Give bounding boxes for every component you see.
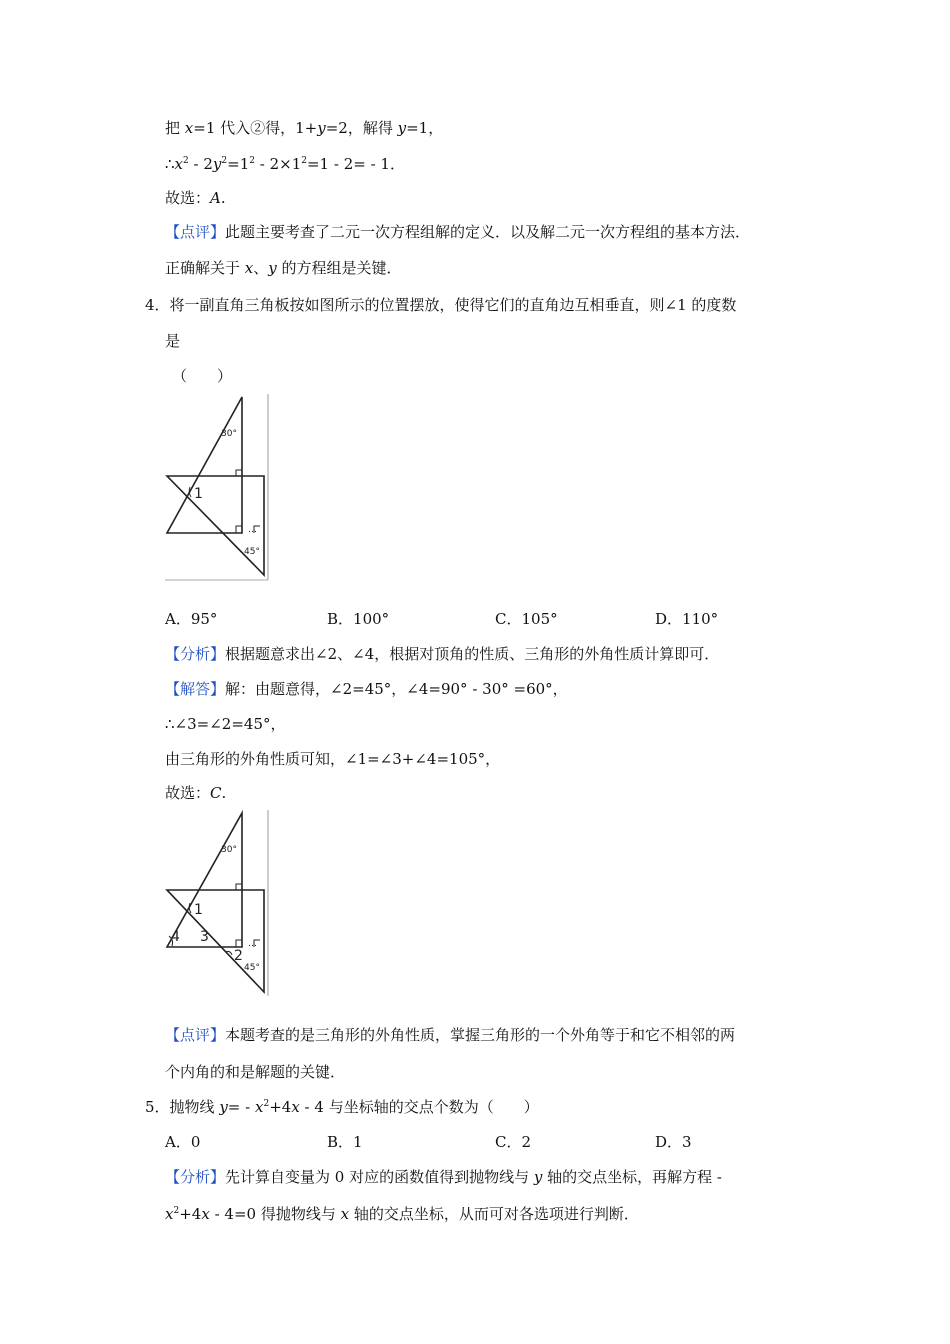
q5-option-d[interactable]: D．3 [655, 1133, 692, 1151]
q5-analysis-1: 【分析】先计算自变量为 0 对应的函数值得到抛物线与 y 轴的交点坐标，再解方程 - [165, 1168, 722, 1186]
q4-paren: （ ） [172, 367, 233, 385]
fig2-angle-2: 2 [234, 948, 243, 964]
fig2-angle-3: 3 [200, 929, 209, 945]
q5-stem: 5．抛物线 $y= - x^2+4x - 4$ 与坐标轴的交点个数为（ ） [145, 1098, 539, 1116]
q5-analysis-2: $x^2+4x - 4=0$ 得抛物线与 x 轴的交点坐标，从而可对各选项进行判断． [165, 1205, 639, 1223]
q4-stem-line-1: 4．将一副直角三角板按如图所示的位置摆放，使得它们的直角边互相垂直，则∠1 的度数 [145, 296, 737, 314]
q4-solution-3: 由三角形的外角性质可知，∠1=∠3+∠4=105°， [165, 750, 501, 768]
svg-text:…: … [248, 939, 257, 949]
q4-option-d[interactable]: D．110° [655, 610, 719, 628]
analysis-tag-2: 【分析】 [165, 1168, 226, 1186]
comment-tag: 【点评】 [165, 223, 226, 241]
fig2-angle-4: 4 [171, 929, 180, 945]
fig1-angle-1: 1 [194, 486, 203, 502]
q4-solution-4: 故选：C. [165, 784, 227, 802]
q5-option-a[interactable]: A．0 [165, 1133, 201, 1151]
text-line-substitute: 把 x=1 代入②得，1+y=2，解得 y=1， [165, 119, 444, 137]
q4-analysis: 【分析】根据题意求出∠2、∠4，根据对顶角的性质、三角形的外角性质计算即可． [165, 645, 720, 663]
text-line-answer: 故选：A. [165, 189, 226, 207]
comment-line-2: 正确解关于 x、y 的方程组是关键． [165, 259, 402, 277]
q4-solution-figure [160, 808, 275, 1000]
q5-option-c[interactable]: C．2 [495, 1133, 532, 1151]
q4-option-a[interactable]: A．95° [165, 610, 218, 628]
solution-tag: 【解答】 [165, 680, 226, 698]
fig2-angle-30: 30° [221, 845, 237, 855]
q4-solution-2: ∴∠3=∠2=45°， [165, 715, 286, 733]
q4-comment-1: 【点评】本题考查的是三角形的外角性质，掌握三角形的一个外角等于和它不相邻的两 [165, 1026, 736, 1044]
q4-solution: 【解答】解：由题意得，∠2=45°，∠4=90° - 30° =60°， [165, 680, 568, 698]
analysis-tag: 【分析】 [165, 645, 226, 663]
fig2-angle-1: 1 [194, 902, 203, 918]
svg-text:…: … [248, 525, 257, 535]
q4-option-b[interactable]: B．100° [327, 610, 390, 628]
comment-line-1: 【点评】此题主要考查了二元一次方程组解的定义．以及解二元一次方程组的基本方法． [165, 223, 751, 241]
q4-comment-2: 个内角的和是解题的关键． [165, 1063, 346, 1081]
fig2-angle-45: 45° [244, 963, 260, 973]
q4-figure [160, 392, 275, 584]
q5-option-b[interactable]: B．1 [327, 1133, 363, 1151]
comment-tag-2: 【点评】 [165, 1026, 226, 1044]
text-line-compute: $\therefore x^2 - 2y^2=1^2 - 2\times 1^2=1 - 2= - 1$． [165, 155, 405, 173]
fig1-angle-30: 30° [221, 429, 237, 439]
q4-option-c[interactable]: C．105° [495, 610, 558, 628]
fig1-angle-45: 45° [244, 547, 260, 557]
q4-stem-line-2: 是 [165, 332, 181, 350]
